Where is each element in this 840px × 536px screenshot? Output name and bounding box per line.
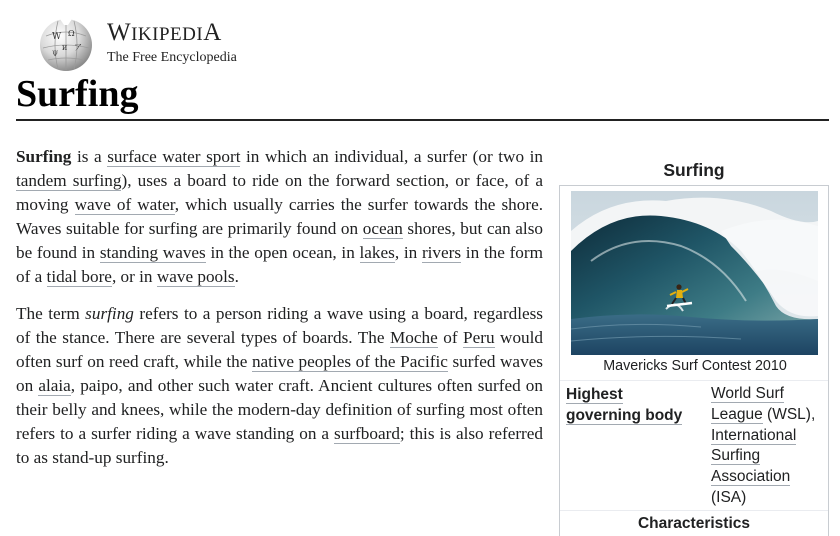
wikipedia-name: WIKIPEDIA [107,19,222,46]
svg-text:ア: ア [74,43,82,52]
bold-term: Surfing [16,147,72,166]
governing-body-label-text[interactable]: Highest governing body [566,386,683,424]
article-body [16,145,543,482]
link-world-surf-league[interactable]: World Surf League [711,385,784,423]
svg-text:Ψ: Ψ [52,50,59,58]
link-native-peoples-of-the-pacific[interactable]: native peoples of the Pacific [251,351,448,371]
link-surfboard[interactable]: surfboard [334,424,400,444]
svg-text:и: и [62,43,68,52]
link-ocean[interactable]: ocean [362,219,403,239]
infobox-row-divider [560,510,828,511]
governing-body-value: World Surf League (WSL), International Surfing Association (ISA) [711,385,816,506]
infobox [559,185,829,536]
image-caption: Mavericks Surf Contest 2010 [603,358,787,374]
italic-term: surfing [85,303,134,323]
title-divider [16,119,829,121]
wikipedia-logo[interactable] [38,14,278,74]
infobox-row-divider [560,380,828,381]
governing-body-label [566,384,696,426]
infobox-image[interactable] [571,191,818,355]
link-tidal-bore[interactable]: tidal bore [46,267,112,287]
svg-text:Ω: Ω [68,29,75,38]
wikipedia-globe-icon [38,16,94,72]
paragraph-1: Surfing is a surface water sport in which an individual, a surfer (or two in tandem surfing), uses a board to ride on the forward section, or face, of a moving wave of water, which usually carries the surfer towards the shore. Waves suitable for surfing are primarily found on ocean shores, but can also be found in standing waves in the open ocean, in lakes, in rivers in the form of a tidal bore, or in wave pools. [16,147,543,287]
characteristics-header: Characteristics [637,515,750,532]
link-peru[interactable]: Peru [463,327,495,347]
link-tandem-surfing[interactable]: tandem surfing [16,171,122,191]
link-alaia[interactable]: alaia [38,375,71,395]
paragraph-2: The term surfing refers to a person riding a wave using a board, regardless of the stance. There are several types of boards. The Moche of Peru would often surf on reed craft, while the native peoples of the Pacific surfed waves on alaia, paipo, and other such water craft. Ancient cultures often surfed on their belly and knees, while the modern-day definition of surfing most often refers to a surfer riding a wave standing on a surfboard; this is also referred to as stand-up surfing. [16,303,544,468]
surfing-wave-photo [571,191,818,355]
link-wave-of-water[interactable]: wave of water [74,195,175,215]
page-title: Surfing [16,73,139,115]
wikipedia-tagline: The Free Encyclopedia [107,50,237,65]
svg-text:W: W [52,32,62,42]
link-wave-pools[interactable]: wave pools [156,267,235,287]
link-rivers[interactable]: rivers [421,243,462,263]
link-moche[interactable]: Moche [390,327,438,347]
link-international-surfing-association[interactable]: International Surfing Association [711,426,797,486]
link-surface-water-sport[interactable]: surface water sport [107,147,241,166]
link-standing-waves[interactable]: standing waves [99,243,206,263]
wikipedia-wordmark [107,20,237,66]
link-lakes[interactable]: lakes [359,243,395,263]
infobox-title: Surfing [663,160,725,180]
